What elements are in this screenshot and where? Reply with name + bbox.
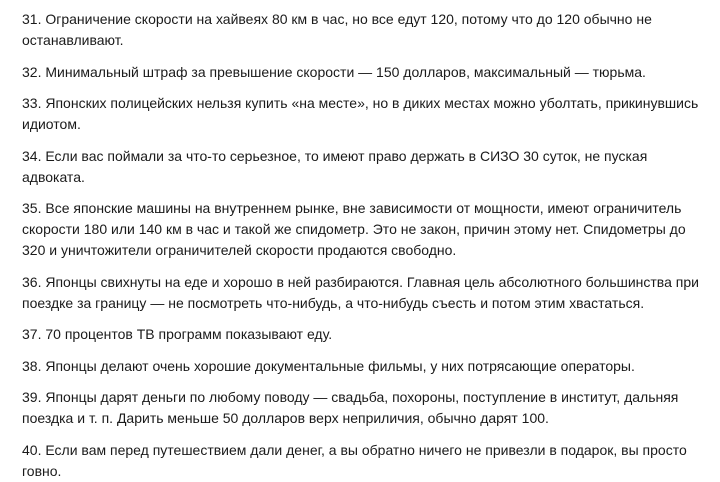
list-item-text: 70 процентов ТВ программ показывают еду. [45,326,333,342]
list-item-number: 40. [22,441,42,458]
list-item-number: 34. [22,147,42,164]
list-item [22,356,705,377]
list-item-text: Если вас поймали за что-то серьезное, то имеют право держать в СИЗО 30 суток, не пуская адвоката. [22,147,648,185]
list-item-number: 31. [22,11,42,27]
list-item-text: Японцы делают очень хорошие документальные фильмы, у них потрясающие операторы. [45,357,635,374]
list-item-number: 38. [22,357,42,374]
list-item [22,93,705,135]
list-item-number: 39. [22,389,42,405]
list-item [22,440,705,482]
list-item-text: Минимальный штраф за превышение скорости — 150 долларов, максимальный — тюрьма. [45,63,646,80]
list-item [22,62,705,83]
list-item-number: 36. [22,273,42,290]
list-item-number: 32. [22,63,42,80]
list-item [22,387,705,429]
list-item-text: Японцы дарят деньги по любому поводу — свадьба, похороны, поступление в институт, дальняя поездка и т. п. Дарить меньше 50 долларов верх неприличия, обычно дарят 100. [22,389,679,426]
list-item-text: Японцы свихнуты на еде и хорошо в ней разбираются. Главная цель абсолютного большинства при поездке за границу — не посмотреть что-нибудь, а что-нибудь съесть и потом этим хвастаться. [22,273,699,311]
list-item [22,198,705,261]
list-item-text: Японских полицейских нельзя купить «на месте», но в диких местах можно уболтать, прикинувшись идиотом. [22,95,699,132]
list-item-text: Если вам перед путешествием дали денег, а вы обратно ничего не привезли в подарок, вы просто говно. [22,441,687,479]
list-item [22,9,705,51]
list-item [22,324,705,345]
list-item-number: 37. [22,326,42,342]
list-item [22,272,705,314]
list-item-number: 35. [22,200,42,216]
list-item-text: Ограничение скорости на хайвеях 80 км в час, но все едут 120, потому что до 120 обычно не останавливают. [22,11,652,48]
list-item-text: Все японские машины на внутреннем рынке, вне зависимости от мощности, имеют ограничитель скорости 180 или 140 км в час и такой же спидометр. Это не закон, причин этому нет. Спидометры до 320 и уничтожители ограничителей скорости продаются свободно. [22,200,686,258]
list-item-number: 33. [22,95,42,111]
list-item [22,146,705,188]
